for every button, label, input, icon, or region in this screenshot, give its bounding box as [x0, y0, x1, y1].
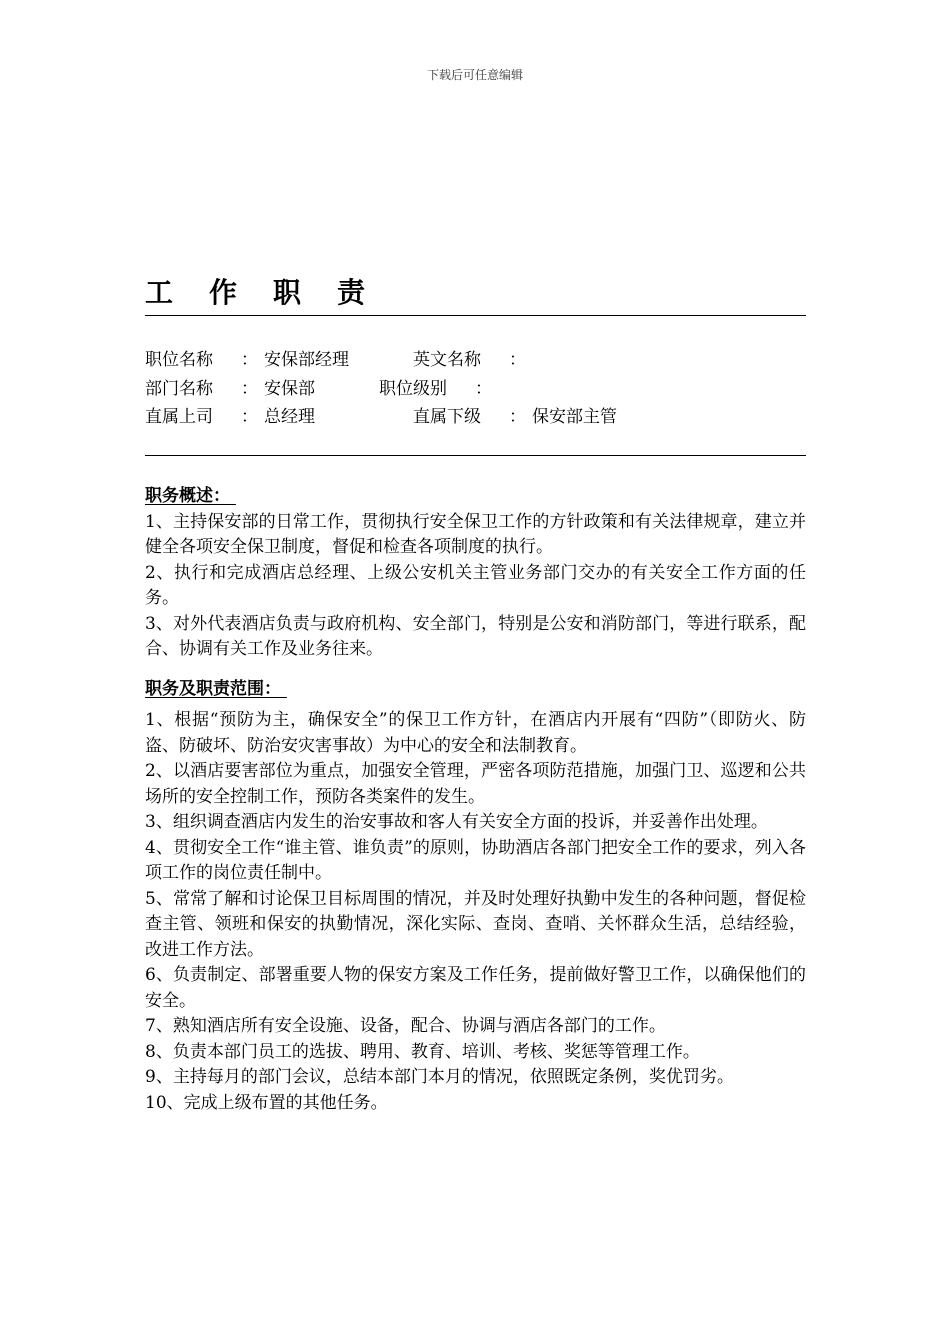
position-info [145, 346, 806, 432]
direct-superior-label: 直属上司 [145, 407, 213, 427]
scope-item: 1、根据“预防为主，确保安全”的保卫工作方针，在酒店内开展有“四防”（即防火、防盗、防破坏、防治安灾害事故）为中心的安全和法制教育。 [145, 710, 806, 756]
info-row-reporting [145, 403, 806, 432]
position-name-colon: ： [241, 350, 258, 370]
position-level-label: 职位级别 [379, 378, 447, 399]
info-row-department [145, 375, 806, 404]
position-level-colon: ： [475, 378, 492, 399]
info-row-position [145, 346, 806, 375]
scope-item: 3、组织调查酒店内发生的治安事故和客人有关安全方面的投诉，并妥善作出处理。 [145, 812, 768, 832]
scope-heading: 职务及职责范围： [145, 678, 287, 699]
position-name-label: 职位名称 [145, 350, 213, 370]
direct-subordinate-colon: ： [509, 407, 526, 427]
overview-item: 1、主持保安部的日常工作，贯彻执行安全保卫工作的方针政策和有关法律规章，建立并健全各项安全保卫制度，督促和检查各项制度的执行。 [145, 511, 806, 557]
scope-item: 8、负责本部门员工的选拔、聘用、教育、培训、考核、奖惩等管理工作。 [145, 1041, 700, 1062]
scope-item: 9、主持每月的部门会议，总结本部门本月的情况，依照既定条例，奖优罚劣。 [145, 1067, 734, 1087]
scope-item: 4、贯彻安全工作“谁主管、谁负责”的原则，协助酒店各部门把安全工作的要求，列入各项工作的岗位责任制中。 [145, 837, 806, 883]
department-name-value: 安保部 [264, 378, 315, 399]
scope-item: 5、常常了解和讨论保卫目标周围的情况，并及时处理好执勤中发生的各种问题，督促检查主管、领班和保安的执勤情况，深化实际、查岗、查哨、关怀群众生活，总结经验，改进工作方法。 [145, 888, 806, 960]
english-name-label: 英文名称 [413, 350, 481, 370]
info-divider [145, 455, 806, 456]
overview-item: 3、对外代表酒店负责与政府机构、安全部门，特别是公安和消防部门，等进行联系，配合、协调有关工作及业务往来。 [145, 613, 806, 659]
overview-heading: 职务概述： [145, 486, 236, 506]
scope-item: 2、以酒店要害部位为重点，加强安全管理，严密各项防范措施，加强门卫、巡逻和公共场所的安全控制工作，预防各类案件的发生。 [145, 761, 806, 807]
direct-superior-value: 总经理 [264, 407, 315, 427]
title-divider [145, 315, 806, 316]
document-title: 工作职责 [145, 276, 402, 309]
department-name-label: 部门名称 [145, 378, 213, 399]
direct-subordinate-label: 直属下级 [413, 407, 481, 427]
page-header-note: 下载后可任意编辑 [426, 68, 523, 82]
position-name-value: 安保部经理 [264, 350, 349, 370]
direct-subordinate-value: 保安部主管 [532, 407, 617, 427]
scope-item: 7、熟知酒店所有安全设施、设备，配合、协调与酒店各部门的工作。 [145, 1016, 666, 1036]
direct-superior-colon: ： [241, 407, 258, 427]
overview-item: 2、执行和完成酒店总经理、上级公安机关主管业务部门交办的有关安全工作方面的任务。 [145, 562, 806, 608]
english-name-colon: ： [509, 350, 526, 370]
department-name-colon: ： [241, 378, 258, 399]
scope-item: 6、负责制定、部署重要人物的保安方案及工作任务，提前做好警卫工作，以确保他们的安全。 [145, 965, 806, 1011]
scope-item: 10、完成上级布置的其他任务。 [145, 1092, 388, 1113]
document-body [145, 484, 806, 1116]
